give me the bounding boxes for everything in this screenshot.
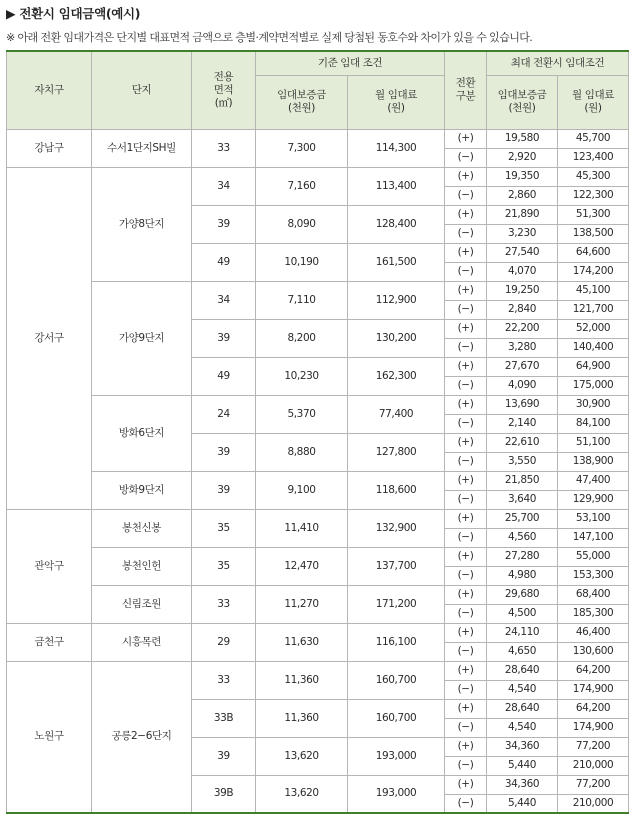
max-rent-cell: 51,100 bbox=[558, 433, 629, 452]
area-cell: 39 bbox=[192, 737, 256, 775]
conversion-type-cell: (+) bbox=[445, 471, 487, 490]
complex-cell: 봉천신봉 bbox=[92, 509, 192, 547]
header-area-line: 전용 bbox=[213, 70, 234, 83]
max-rent-cell: 53,100 bbox=[558, 509, 629, 528]
area-cell: 34 bbox=[192, 167, 256, 205]
area-cell: 39 bbox=[192, 205, 256, 243]
conversion-type-cell: (−) bbox=[445, 376, 487, 395]
base-deposit-cell: 11,410 bbox=[256, 509, 348, 547]
max-rent-cell: 130,600 bbox=[558, 642, 629, 661]
max-rent-cell: 174,200 bbox=[558, 262, 629, 281]
max-deposit-cell: 2,140 bbox=[487, 414, 558, 433]
max-rent-cell: 174,900 bbox=[558, 718, 629, 737]
base-rent-cell: 160,700 bbox=[348, 699, 445, 737]
header-area-line: (㎡) bbox=[214, 96, 233, 109]
base-deposit-cell: 7,160 bbox=[256, 167, 348, 205]
max-rent-cell: 138,500 bbox=[558, 224, 629, 243]
max-deposit-cell: 27,670 bbox=[487, 357, 558, 376]
base-deposit-cell: 10,190 bbox=[256, 243, 348, 281]
conversion-type-cell: (+) bbox=[445, 737, 487, 756]
base-rent-cell: 130,200 bbox=[348, 319, 445, 357]
base-deposit-cell: 12,470 bbox=[256, 547, 348, 585]
max-rent-cell: 185,300 bbox=[558, 604, 629, 623]
disclaimer-note: ※ 아래 전환 임대가격은 단지별 대표면적 금액으로 층별·계약면적별로 실제 당첨된 동호수와 차이가 있을 수 있습니다. bbox=[6, 31, 533, 44]
max-rent-cell: 138,900 bbox=[558, 452, 629, 471]
max-rent-cell: 147,100 bbox=[558, 528, 629, 547]
header-conversion-line: 구분 bbox=[455, 90, 476, 103]
table-row bbox=[7, 395, 629, 414]
area-cell: 39 bbox=[192, 471, 256, 509]
max-deposit-cell: 3,550 bbox=[487, 452, 558, 471]
area-cell: 39B bbox=[192, 775, 256, 813]
area-cell: 33 bbox=[192, 129, 256, 167]
base-rent-cell: 113,400 bbox=[348, 167, 445, 205]
district-cell: 노원구 bbox=[7, 661, 92, 813]
max-deposit-cell: 4,070 bbox=[487, 262, 558, 281]
max-deposit-cell: 22,610 bbox=[487, 433, 558, 452]
complex-cell: 봉천인헌 bbox=[92, 547, 192, 585]
table-row bbox=[7, 661, 629, 680]
conversion-type-cell: (−) bbox=[445, 794, 487, 813]
area-cell: 33B bbox=[192, 699, 256, 737]
header-max-deposit bbox=[487, 75, 558, 129]
header-line: 월 임대료 bbox=[375, 89, 417, 101]
base-deposit-cell: 10,230 bbox=[256, 357, 348, 395]
max-rent-cell: 52,000 bbox=[558, 319, 629, 338]
max-deposit-cell: 24,110 bbox=[487, 623, 558, 642]
max-rent-cell: 55,000 bbox=[558, 547, 629, 566]
base-deposit-cell: 7,110 bbox=[256, 281, 348, 319]
complex-cell: 가양8단지 bbox=[92, 167, 192, 281]
max-rent-cell: 121,700 bbox=[558, 300, 629, 319]
conversion-type-cell: (+) bbox=[445, 433, 487, 452]
conversion-type-cell: (+) bbox=[445, 243, 487, 262]
max-rent-cell: 210,000 bbox=[558, 756, 629, 775]
max-deposit-cell: 5,440 bbox=[487, 794, 558, 813]
max-deposit-cell: 13,690 bbox=[487, 395, 558, 414]
conversion-type-cell: (−) bbox=[445, 452, 487, 471]
max-rent-cell: 46,400 bbox=[558, 623, 629, 642]
max-deposit-cell: 5,440 bbox=[487, 756, 558, 775]
table-row bbox=[7, 509, 629, 528]
section-title: ▶ 전환시 임대금액(예시) bbox=[6, 6, 141, 21]
header-line: (원) bbox=[584, 102, 602, 114]
conversion-type-cell: (−) bbox=[445, 490, 487, 509]
max-rent-cell: 30,900 bbox=[558, 395, 629, 414]
header-max-conditions: 최대 전환시 임대조건 bbox=[487, 51, 629, 75]
base-rent-cell: 137,700 bbox=[348, 547, 445, 585]
max-rent-cell: 64,200 bbox=[558, 699, 629, 718]
conversion-type-cell: (+) bbox=[445, 281, 487, 300]
conversion-type-cell: (−) bbox=[445, 680, 487, 699]
area-cell: 33 bbox=[192, 585, 256, 623]
max-deposit-cell: 29,680 bbox=[487, 585, 558, 604]
complex-cell: 신림조원 bbox=[92, 585, 192, 623]
max-deposit-cell: 21,890 bbox=[487, 205, 558, 224]
conversion-type-cell: (−) bbox=[445, 338, 487, 357]
max-deposit-cell: 2,840 bbox=[487, 300, 558, 319]
base-rent-cell: 193,000 bbox=[348, 775, 445, 813]
complex-cell: 공릉2−6단지 bbox=[92, 661, 192, 813]
header-complex: 단지 bbox=[92, 51, 192, 129]
max-deposit-cell: 3,640 bbox=[487, 490, 558, 509]
base-rent-cell: 161,500 bbox=[348, 243, 445, 281]
base-rent-cell: 162,300 bbox=[348, 357, 445, 395]
max-rent-cell: 77,200 bbox=[558, 775, 629, 794]
max-deposit-cell: 4,500 bbox=[487, 604, 558, 623]
base-rent-cell: 160,700 bbox=[348, 661, 445, 699]
base-rent-cell: 118,600 bbox=[348, 471, 445, 509]
max-rent-cell: 64,900 bbox=[558, 357, 629, 376]
max-deposit-cell: 2,920 bbox=[487, 148, 558, 167]
conversion-type-cell: (−) bbox=[445, 262, 487, 281]
base-deposit-cell: 11,630 bbox=[256, 623, 348, 661]
max-deposit-cell: 19,250 bbox=[487, 281, 558, 300]
base-deposit-cell: 9,100 bbox=[256, 471, 348, 509]
area-cell: 39 bbox=[192, 433, 256, 471]
complex-cell: 방화9단지 bbox=[92, 471, 192, 509]
district-cell: 강서구 bbox=[7, 167, 92, 509]
base-deposit-cell: 8,880 bbox=[256, 433, 348, 471]
max-rent-cell: 77,200 bbox=[558, 737, 629, 756]
max-rent-cell: 64,600 bbox=[558, 243, 629, 262]
area-cell: 24 bbox=[192, 395, 256, 433]
max-deposit-cell: 4,090 bbox=[487, 376, 558, 395]
max-deposit-cell: 19,580 bbox=[487, 129, 558, 148]
conversion-type-cell: (+) bbox=[445, 623, 487, 642]
complex-cell: 가양9단지 bbox=[92, 281, 192, 395]
max-deposit-cell: 27,280 bbox=[487, 547, 558, 566]
header-max-rent bbox=[558, 75, 629, 129]
base-rent-cell: 116,100 bbox=[348, 623, 445, 661]
conversion-type-cell: (−) bbox=[445, 300, 487, 319]
header-base-rent bbox=[348, 75, 445, 129]
max-deposit-cell: 4,650 bbox=[487, 642, 558, 661]
max-deposit-cell: 3,230 bbox=[487, 224, 558, 243]
header-line: (천원) bbox=[508, 102, 536, 114]
base-deposit-cell: 13,620 bbox=[256, 737, 348, 775]
table-row bbox=[7, 167, 629, 186]
header-line: 임대보증금 bbox=[277, 89, 326, 101]
base-deposit-cell: 7,300 bbox=[256, 129, 348, 167]
max-rent-cell: 153,300 bbox=[558, 566, 629, 585]
conversion-type-cell: (−) bbox=[445, 756, 487, 775]
conversion-type-cell: (+) bbox=[445, 129, 487, 148]
table-row bbox=[7, 471, 629, 490]
table-row bbox=[7, 623, 629, 642]
base-rent-cell: 171,200 bbox=[348, 585, 445, 623]
max-deposit-cell: 4,980 bbox=[487, 566, 558, 585]
base-deposit-cell: 8,200 bbox=[256, 319, 348, 357]
area-cell: 35 bbox=[192, 547, 256, 585]
base-deposit-cell: 13,620 bbox=[256, 775, 348, 813]
area-cell: 29 bbox=[192, 623, 256, 661]
header-conversion-line: 전환 bbox=[455, 77, 476, 90]
area-cell: 39 bbox=[192, 319, 256, 357]
base-deposit-cell: 5,370 bbox=[256, 395, 348, 433]
max-rent-cell: 45,700 bbox=[558, 129, 629, 148]
max-deposit-cell: 2,860 bbox=[487, 186, 558, 205]
area-cell: 49 bbox=[192, 243, 256, 281]
conversion-type-cell: (−) bbox=[445, 224, 487, 243]
complex-cell: 시흥목련 bbox=[92, 623, 192, 661]
header-area bbox=[192, 51, 256, 129]
conversion-type-cell: (+) bbox=[445, 319, 487, 338]
conversion-type-cell: (+) bbox=[445, 205, 487, 224]
table-row bbox=[7, 547, 629, 566]
header-line: 월 임대료 bbox=[572, 89, 614, 101]
max-rent-cell: 123,400 bbox=[558, 148, 629, 167]
table-header bbox=[7, 51, 629, 129]
conversion-type-cell: (+) bbox=[445, 661, 487, 680]
header-line: (천원) bbox=[288, 102, 315, 114]
complex-cell: 방화6단지 bbox=[92, 395, 192, 471]
conversion-type-cell: (−) bbox=[445, 718, 487, 737]
max-deposit-cell: 34,360 bbox=[487, 775, 558, 794]
base-deposit-cell: 11,360 bbox=[256, 699, 348, 737]
base-rent-cell: 128,400 bbox=[348, 205, 445, 243]
base-deposit-cell: 8,090 bbox=[256, 205, 348, 243]
header-line: (원) bbox=[387, 102, 405, 114]
table-body bbox=[7, 129, 629, 813]
header-district: 자치구 bbox=[7, 51, 92, 129]
complex-cell: 수서1단지SH빌 bbox=[92, 129, 192, 167]
area-cell: 34 bbox=[192, 281, 256, 319]
conversion-type-cell: (+) bbox=[445, 395, 487, 414]
max-rent-cell: 174,900 bbox=[558, 680, 629, 699]
district-cell: 금천구 bbox=[7, 623, 92, 661]
conversion-type-cell: (−) bbox=[445, 186, 487, 205]
max-deposit-cell: 4,560 bbox=[487, 528, 558, 547]
header-base-conditions: 기준 임대 조건 bbox=[256, 51, 445, 75]
table-row bbox=[7, 129, 629, 148]
max-rent-cell: 140,400 bbox=[558, 338, 629, 357]
max-deposit-cell: 4,540 bbox=[487, 680, 558, 699]
max-deposit-cell: 4,540 bbox=[487, 718, 558, 737]
base-rent-cell: 112,900 bbox=[348, 281, 445, 319]
conversion-type-cell: (−) bbox=[445, 566, 487, 585]
district-cell: 관악구 bbox=[7, 509, 92, 623]
conversion-type-cell: (−) bbox=[445, 528, 487, 547]
max-rent-cell: 45,300 bbox=[558, 167, 629, 186]
conversion-type-cell: (+) bbox=[445, 357, 487, 376]
base-rent-cell: 193,000 bbox=[348, 737, 445, 775]
base-deposit-cell: 11,270 bbox=[256, 585, 348, 623]
conversion-type-cell: (+) bbox=[445, 775, 487, 794]
district-cell: 강남구 bbox=[7, 129, 92, 167]
area-cell: 33 bbox=[192, 661, 256, 699]
area-cell: 49 bbox=[192, 357, 256, 395]
max-rent-cell: 175,000 bbox=[558, 376, 629, 395]
table-row bbox=[7, 585, 629, 604]
max-rent-cell: 210,000 bbox=[558, 794, 629, 813]
max-rent-cell: 68,400 bbox=[558, 585, 629, 604]
max-deposit-cell: 28,640 bbox=[487, 661, 558, 680]
max-deposit-cell: 22,200 bbox=[487, 319, 558, 338]
max-deposit-cell: 27,540 bbox=[487, 243, 558, 262]
max-deposit-cell: 19,350 bbox=[487, 167, 558, 186]
header-line: 임대보증금 bbox=[497, 89, 547, 101]
max-rent-cell: 47,400 bbox=[558, 471, 629, 490]
conversion-type-cell: (−) bbox=[445, 604, 487, 623]
header-base-deposit bbox=[256, 75, 348, 129]
conversion-type-cell: (−) bbox=[445, 642, 487, 661]
max-rent-cell: 51,300 bbox=[558, 205, 629, 224]
conversion-type-cell: (+) bbox=[445, 547, 487, 566]
max-deposit-cell: 25,700 bbox=[487, 509, 558, 528]
base-rent-cell: 132,900 bbox=[348, 509, 445, 547]
header-area-line: 면적 bbox=[213, 83, 234, 96]
table-row bbox=[7, 281, 629, 300]
conversion-type-cell: (+) bbox=[445, 585, 487, 604]
base-rent-cell: 77,400 bbox=[348, 395, 445, 433]
max-deposit-cell: 34,360 bbox=[487, 737, 558, 756]
base-deposit-cell: 11,360 bbox=[256, 661, 348, 699]
max-rent-cell: 84,100 bbox=[558, 414, 629, 433]
conversion-type-cell: (−) bbox=[445, 414, 487, 433]
rent-conversion-table bbox=[6, 50, 629, 814]
conversion-type-cell: (+) bbox=[445, 167, 487, 186]
header-conversion-type bbox=[445, 51, 487, 129]
conversion-type-cell: (+) bbox=[445, 509, 487, 528]
conversion-type-cell: (−) bbox=[445, 148, 487, 167]
area-cell: 35 bbox=[192, 509, 256, 547]
conversion-type-cell: (+) bbox=[445, 699, 487, 718]
max-rent-cell: 64,200 bbox=[558, 661, 629, 680]
base-rent-cell: 127,800 bbox=[348, 433, 445, 471]
max-deposit-cell: 28,640 bbox=[487, 699, 558, 718]
max-deposit-cell: 3,280 bbox=[487, 338, 558, 357]
max-deposit-cell: 21,850 bbox=[487, 471, 558, 490]
max-rent-cell: 129,900 bbox=[558, 490, 629, 509]
max-rent-cell: 45,100 bbox=[558, 281, 629, 300]
base-rent-cell: 114,300 bbox=[348, 129, 445, 167]
max-rent-cell: 122,300 bbox=[558, 186, 629, 205]
